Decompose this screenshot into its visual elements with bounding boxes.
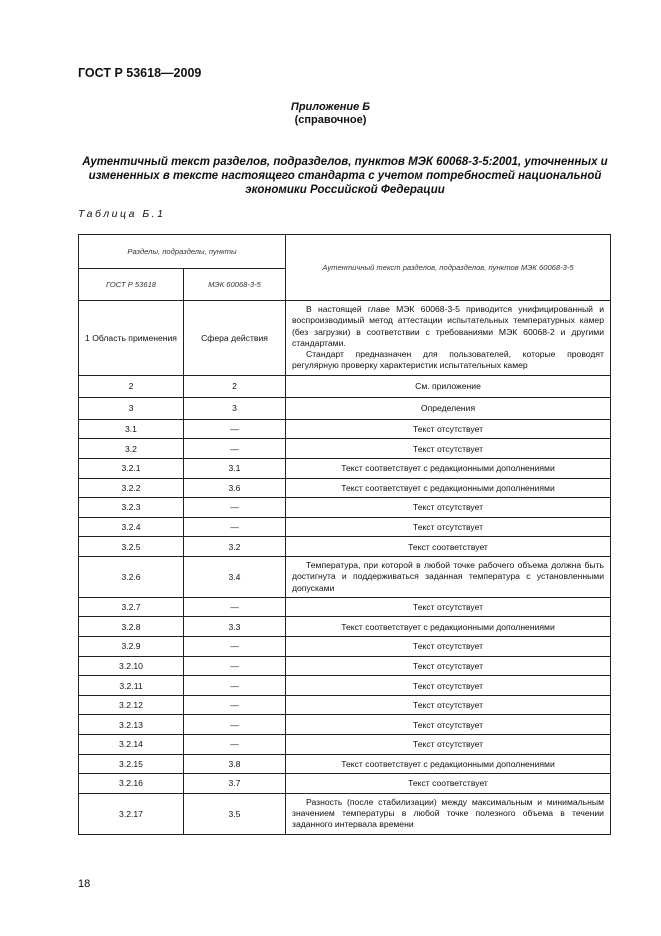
annex-heading <box>0 101 661 127</box>
gost-clause-cell: 3.2.13 <box>79 715 184 735</box>
table-row <box>79 774 611 794</box>
table-caption: Таблица Б.1 <box>78 208 166 220</box>
gost-clause-cell: 3 <box>79 397 184 419</box>
iec-clause-cell: 3 <box>184 397 286 419</box>
iec-clause-cell: 3.1 <box>184 458 286 478</box>
iec-clause-cell: — <box>184 695 286 715</box>
authentic-text-cell: Текст отсутствует <box>286 656 611 676</box>
table-row <box>79 676 611 696</box>
iec-clause-cell: 3.3 <box>184 617 286 637</box>
table-row <box>79 715 611 735</box>
group-header: Разделы, подразделы, пункты <box>79 235 286 269</box>
authentic-text-cell: Текст отсутствует <box>286 597 611 617</box>
authentic-text-cell: Текст соответствует с редакционными дополнениями <box>286 617 611 637</box>
iec-clause-cell: 3.5 <box>184 793 286 834</box>
iec-clause-cell: — <box>184 439 286 459</box>
table-row <box>79 537 611 557</box>
iec-clause-cell: — <box>184 498 286 518</box>
gost-clause-cell: 3.2.9 <box>79 637 184 657</box>
page-number: 18 <box>78 878 91 890</box>
iec-clause-cell: — <box>184 656 286 676</box>
col2-header: МЭК 60068-3-5 <box>184 269 286 301</box>
iec-clause-cell: — <box>184 715 286 735</box>
iec-clause-cell: — <box>184 676 286 696</box>
table-row <box>79 478 611 498</box>
table-row <box>79 656 611 676</box>
gost-clause-cell: 3.2 <box>79 439 184 459</box>
authentic-text-cell: См. приложение <box>286 375 611 397</box>
iec-clause-cell: Сфера действия <box>184 301 286 376</box>
paragraph: Стандарт предназначен для пользователей, которые проводят регулярную проверку характеристик испытательных камер <box>292 349 604 371</box>
authentic-text-cell <box>286 556 611 597</box>
col1-header: ГОСТ Р 53618 <box>79 269 184 301</box>
authentic-text-cell <box>286 793 611 834</box>
table-row <box>79 637 611 657</box>
annex-title: Приложение Б <box>290 101 371 113</box>
authentic-text-cell: Текст соответствует <box>286 537 611 557</box>
iec-clause-cell: — <box>184 517 286 537</box>
table-row <box>79 419 611 439</box>
authentic-text-cell <box>286 301 611 376</box>
annex-subtitle: (справочное) <box>294 114 367 126</box>
table-row <box>79 597 611 617</box>
iec-clause-cell: — <box>184 597 286 617</box>
table-row <box>79 754 611 774</box>
iec-clause-cell: 3.2 <box>184 537 286 557</box>
gost-clause-cell: 1 Область применения <box>79 301 184 376</box>
paragraph: Температура, при которой в любой точке рабочего объема должна быть достигнута и поддерживаться заданная температура с установленными допусками <box>292 559 604 593</box>
gost-clause-cell: 3.2.2 <box>79 478 184 498</box>
paragraph: Разность (после стабилизации) между максимальным и минимальным значением температуры в любой точке полезного объема в течении заданного интервала времени <box>292 796 604 830</box>
authentic-text-cell: Определения <box>286 397 611 419</box>
section-title: Аутентичный текст разделов, подразделов, пунктов МЭК 60068-3-5:2001, уточненных и измененных в тексте настоящего стандарта с учетом потребностей национальной экономики Российской Федерации <box>82 156 608 196</box>
gost-clause-cell: 3.2.6 <box>79 556 184 597</box>
gost-clause-cell: 3.2.7 <box>79 597 184 617</box>
iec-clause-cell: — <box>184 734 286 754</box>
iec-clause-cell: 3.8 <box>184 754 286 774</box>
table-row <box>79 439 611 459</box>
gost-clause-cell: 3.2.16 <box>79 774 184 794</box>
iec-clause-cell: 2 <box>184 375 286 397</box>
authentic-text-cell: Текст отсутствует <box>286 676 611 696</box>
table-row <box>79 556 611 597</box>
authentic-text-cell: Текст соответствует с редакционными дополнениями <box>286 478 611 498</box>
table-row <box>79 793 611 834</box>
table-row <box>79 695 611 715</box>
authentic-text-cell: Текст отсутствует <box>286 517 611 537</box>
gost-clause-cell: 3.2.17 <box>79 793 184 834</box>
comparison-table <box>78 234 611 835</box>
authentic-text-cell: Текст отсутствует <box>286 734 611 754</box>
iec-clause-cell: 3.4 <box>184 556 286 597</box>
gost-clause-cell: 3.2.3 <box>79 498 184 518</box>
authentic-text-cell: Текст соответствует с редакционными дополнениями <box>286 458 611 478</box>
authentic-text-cell: Текст отсутствует <box>286 439 611 459</box>
iec-clause-cell: — <box>184 637 286 657</box>
authentic-text-cell: Текст соответствует <box>286 774 611 794</box>
gost-clause-cell: 3.1 <box>79 419 184 439</box>
table-row <box>79 498 611 518</box>
table-row <box>79 617 611 637</box>
col3-header: Аутентичный текст разделов, подразделов, пунктов МЭК 60068-3-5 <box>286 235 611 301</box>
table-row <box>79 301 611 376</box>
iec-clause-cell: — <box>184 419 286 439</box>
iec-clause-cell: 3.7 <box>184 774 286 794</box>
document-id: ГОСТ Р 53618—2009 <box>78 66 202 80</box>
gost-clause-cell: 3.2.10 <box>79 656 184 676</box>
gost-clause-cell: 2 <box>79 375 184 397</box>
table-row <box>79 397 611 419</box>
gost-clause-cell: 3.2.11 <box>79 676 184 696</box>
authentic-text-cell: Текст отсутствует <box>286 419 611 439</box>
table-row <box>79 458 611 478</box>
authentic-text-cell: Текст отсутствует <box>286 498 611 518</box>
gost-clause-cell: 3.2.15 <box>79 754 184 774</box>
authentic-text-cell: Текст соответствует с редакционными дополнениями <box>286 754 611 774</box>
gost-clause-cell: 3.2.5 <box>79 537 184 557</box>
gost-clause-cell: 3.2.14 <box>79 734 184 754</box>
iec-clause-cell: 3.6 <box>184 478 286 498</box>
paragraph: В настоящей главе МЭК 60068-3-5 приводится унифицированный и воспроизводимый метод аттестации испытательных температурных камер (без загрузки) в соответствии с требованиями МЭК 60068-2 и другими стандартами. <box>292 304 604 348</box>
gost-clause-cell: 3.2.12 <box>79 695 184 715</box>
authentic-text-cell: Текст отсутствует <box>286 637 611 657</box>
authentic-text-cell: Текст отсутствует <box>286 695 611 715</box>
gost-clause-cell: 3.2.8 <box>79 617 184 637</box>
table-row <box>79 375 611 397</box>
table-row <box>79 734 611 754</box>
gost-clause-cell: 3.2.1 <box>79 458 184 478</box>
gost-clause-cell: 3.2.4 <box>79 517 184 537</box>
table-row <box>79 517 611 537</box>
authentic-text-cell: Текст отсутствует <box>286 715 611 735</box>
